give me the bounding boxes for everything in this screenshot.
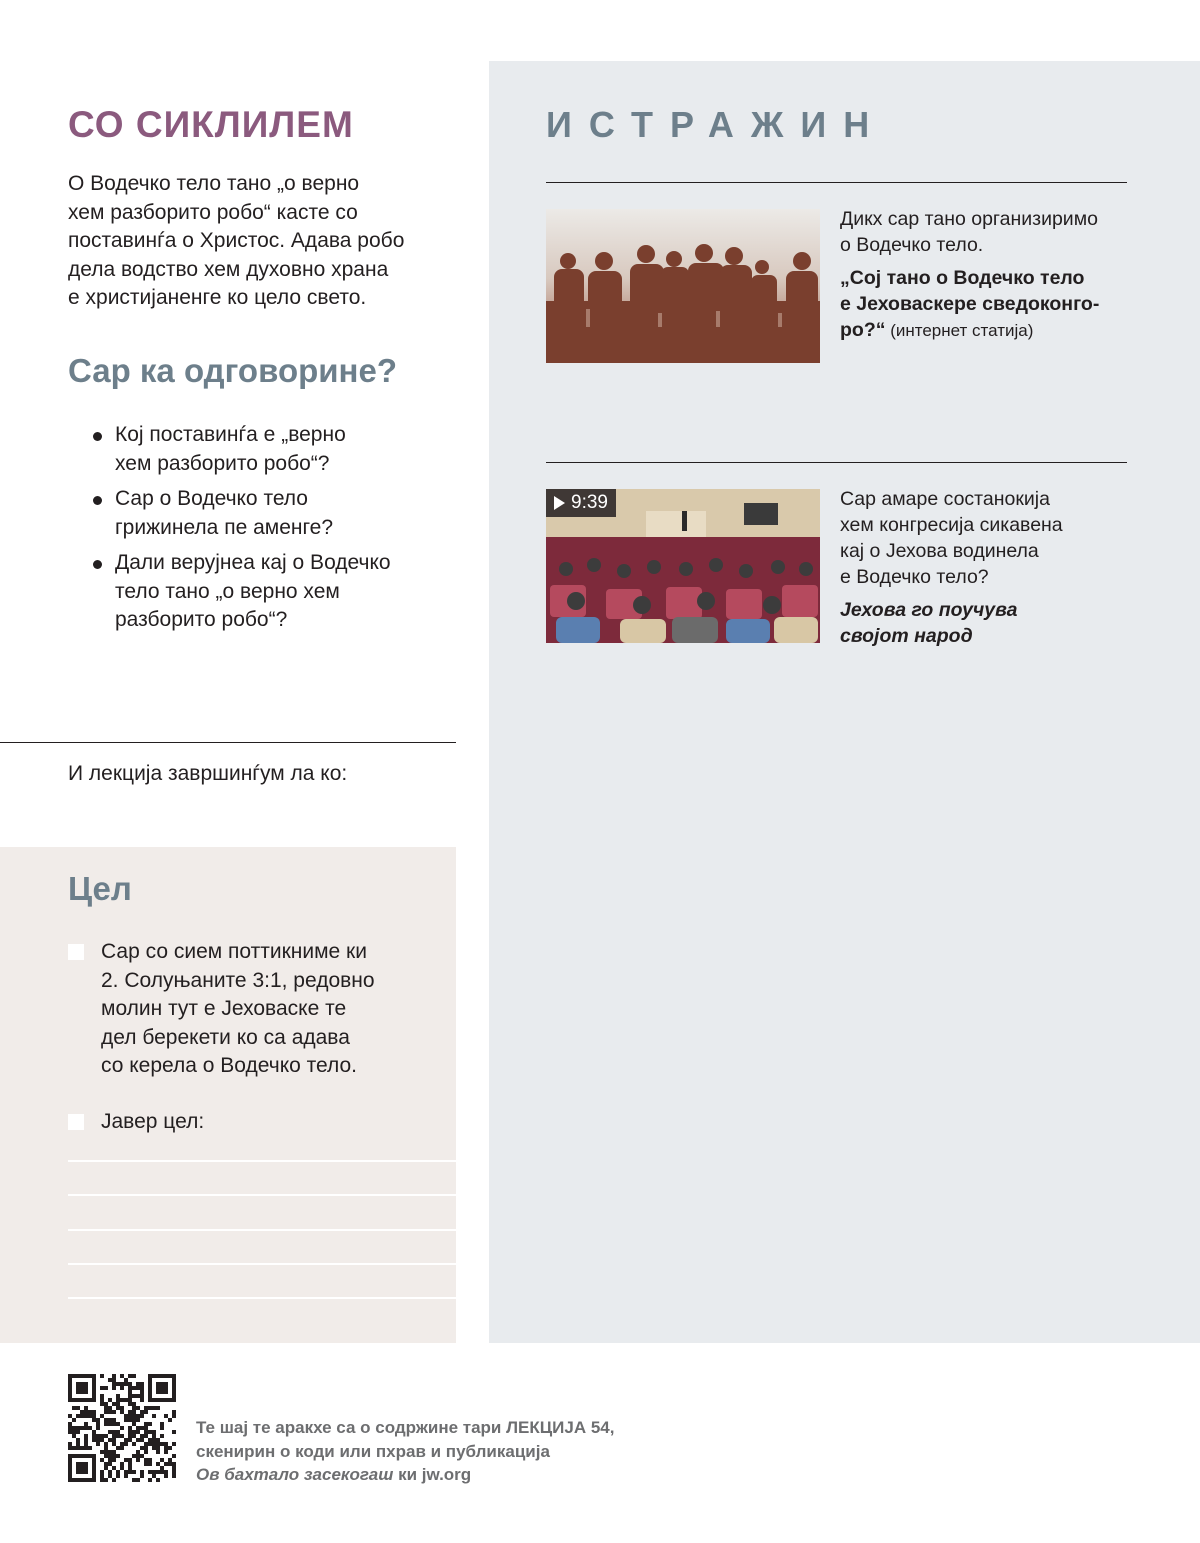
resource-1-note: (интернет статија) — [885, 321, 1034, 340]
goal-title: Цел — [68, 870, 132, 907]
resource-1-image[interactable] — [546, 209, 820, 363]
divider — [546, 182, 1127, 183]
goal-box — [0, 847, 456, 1343]
footer-line-2: скенирин о коди или пхрав и публикација — [196, 1441, 550, 1461]
explore-title: ИСТРАЖИН — [546, 104, 887, 145]
resource-1-link[interactable] — [840, 265, 1130, 344]
writing-line[interactable] — [68, 1194, 456, 1196]
qr-code-icon[interactable] — [68, 1374, 176, 1482]
divider — [0, 742, 456, 743]
questions-title: Сар ка одговорине? — [68, 352, 397, 389]
lesson-done-label: И лекција завршинѓум ла ко: — [68, 762, 348, 785]
resource-2-link[interactable]: Јехова го поучува својот народ — [840, 599, 1018, 647]
divider — [546, 462, 1127, 463]
summary-text: О Водечко тело тано „о верно хем разборито робо“ касте со поставинѓа о Христос. Адава робо дела водство хем духовно храна е христијаненге ко цело свето. — [68, 172, 405, 309]
checkbox[interactable] — [68, 1114, 84, 1130]
questions-list — [90, 421, 450, 642]
goal-item-text: Сар со сием поттикниме ки 2. Солуњаните 3:1, редовно молин тут е Јеховаске те дел берекети ко са адава со керела о Водечко тело. — [101, 940, 375, 1077]
resource-2-description: Сар амаре состанокија хем конгресија сикавена кај о Јехова водинела е Водечко тело? — [840, 488, 1063, 588]
meeting-silhouette-image — [546, 209, 820, 363]
video-duration: 9:39 — [571, 492, 608, 513]
writing-line[interactable] — [68, 1160, 456, 1162]
goal-item-text: Јавер цел: — [101, 1110, 205, 1133]
resource-1-link-title[interactable]: „Сој тано о Водечко тело е Јеховаскере сведоконго- ро?“ — [840, 267, 1100, 341]
resource-2-video[interactable] — [546, 489, 820, 643]
resource-1-description: Дикх сар тано организиримо о Водечко тело. — [840, 208, 1098, 256]
summary-title: СО СИКЛИЛЕМ — [68, 104, 354, 145]
question-item: Сар о Водечко тело грижинела пе аменге? — [90, 485, 450, 542]
checkbox[interactable] — [68, 944, 84, 960]
play-icon — [554, 496, 565, 510]
footer-line-1: Те шај те аракхе са о содржине тари ЛЕКЦИЈА 54, — [196, 1418, 615, 1437]
footer-text — [196, 1416, 614, 1487]
footer-suffix: ки jw.org — [393, 1465, 472, 1484]
writing-line[interactable] — [68, 1297, 456, 1299]
question-item: Дали верујнеа кај о Водечко тело тано „о верно хем разборито робо“? — [90, 549, 450, 635]
writing-line[interactable] — [68, 1263, 456, 1265]
qr-code-graphic — [68, 1374, 176, 1482]
question-item: Кој поставинѓа е „верно хем разборито робо“? — [90, 421, 450, 478]
writing-line[interactable] — [68, 1229, 456, 1231]
publication-title: Ов бахтало засекогаш — [196, 1465, 394, 1484]
video-duration-badge — [546, 489, 616, 517]
